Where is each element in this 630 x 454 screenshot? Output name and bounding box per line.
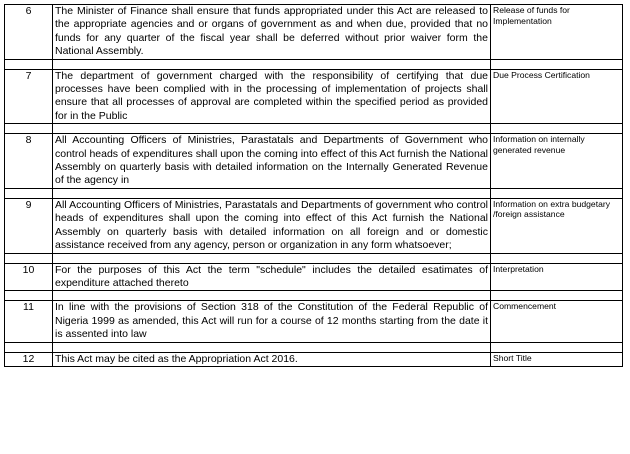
section-marginal-note: Information on internally generated revenue	[491, 134, 623, 189]
spacer-row	[5, 253, 623, 263]
spacer-row	[5, 291, 623, 301]
section-text: All Accounting Officers of Ministries, Parastatals and Departments of Government who control heads of expenditures shall upon the coming into effect of this Act furnish the National Assembly on quarterly basis with detailed information on the Internally Generated Revenue of the agency in	[53, 134, 491, 189]
section-marginal-note: Interpretation	[491, 263, 623, 291]
section-marginal-note: Release of funds for Implementation	[491, 5, 623, 60]
section-row	[5, 263, 623, 291]
appropriation-act-sections-table	[4, 4, 623, 367]
spacer-row	[5, 188, 623, 198]
section-row	[5, 5, 623, 60]
section-text: The Minister of Finance shall ensure that funds appropriated under this Act are released to the appropriate agencies and or organs of government as and when due, provided that no funds for any quarter of the fiscal year shall be deferred without prior waiver form the National Assembly.	[53, 5, 491, 60]
section-number: 7	[5, 69, 53, 124]
section-text: For the purposes of this Act the term "schedule" includes the detailed esatimates of expenditure attached thereto	[53, 263, 491, 291]
section-row	[5, 134, 623, 189]
section-text: The department of government charged with the responsibility of certifying that due processes have been complied with in the processing of implementation of projects shall ensure that all processes of approval are completed within the specified period as provided for in the Public	[53, 69, 491, 124]
section-marginal-note: Due Process Certification	[491, 69, 623, 124]
section-number: 8	[5, 134, 53, 189]
section-row	[5, 69, 623, 124]
spacer-row	[5, 124, 623, 134]
section-number: 12	[5, 352, 53, 366]
section-number: 10	[5, 263, 53, 291]
section-number: 9	[5, 198, 53, 253]
spacer-row	[5, 59, 623, 69]
section-text: This Act may be cited as the Appropriation Act 2016.	[53, 352, 491, 366]
section-row	[5, 301, 623, 342]
section-marginal-note: Commencement	[491, 301, 623, 342]
section-text: In line with the provisions of Section 318 of the Constitution of the Federal Republic of Nigeria 1999 as amended, this Act will run for a course of 12 months starting from the date it is assented into law	[53, 301, 491, 342]
section-row	[5, 352, 623, 366]
section-text: All Accounting Officers of Ministries, Parastatals and Departments of government who control heads of expenditures shall upon the coming into effect of this Act furnish the National Assembly on quarterly basis with detailed information on all foreign and or domestic assistance received from any agency, person or organization in any form whatsoever;	[53, 198, 491, 253]
section-number: 11	[5, 301, 53, 342]
section-marginal-note: Short Title	[491, 352, 623, 366]
section-row	[5, 198, 623, 253]
section-marginal-note: Information on extra budgetary /foreign assistance	[491, 198, 623, 253]
spacer-row	[5, 342, 623, 352]
section-number: 6	[5, 5, 53, 60]
